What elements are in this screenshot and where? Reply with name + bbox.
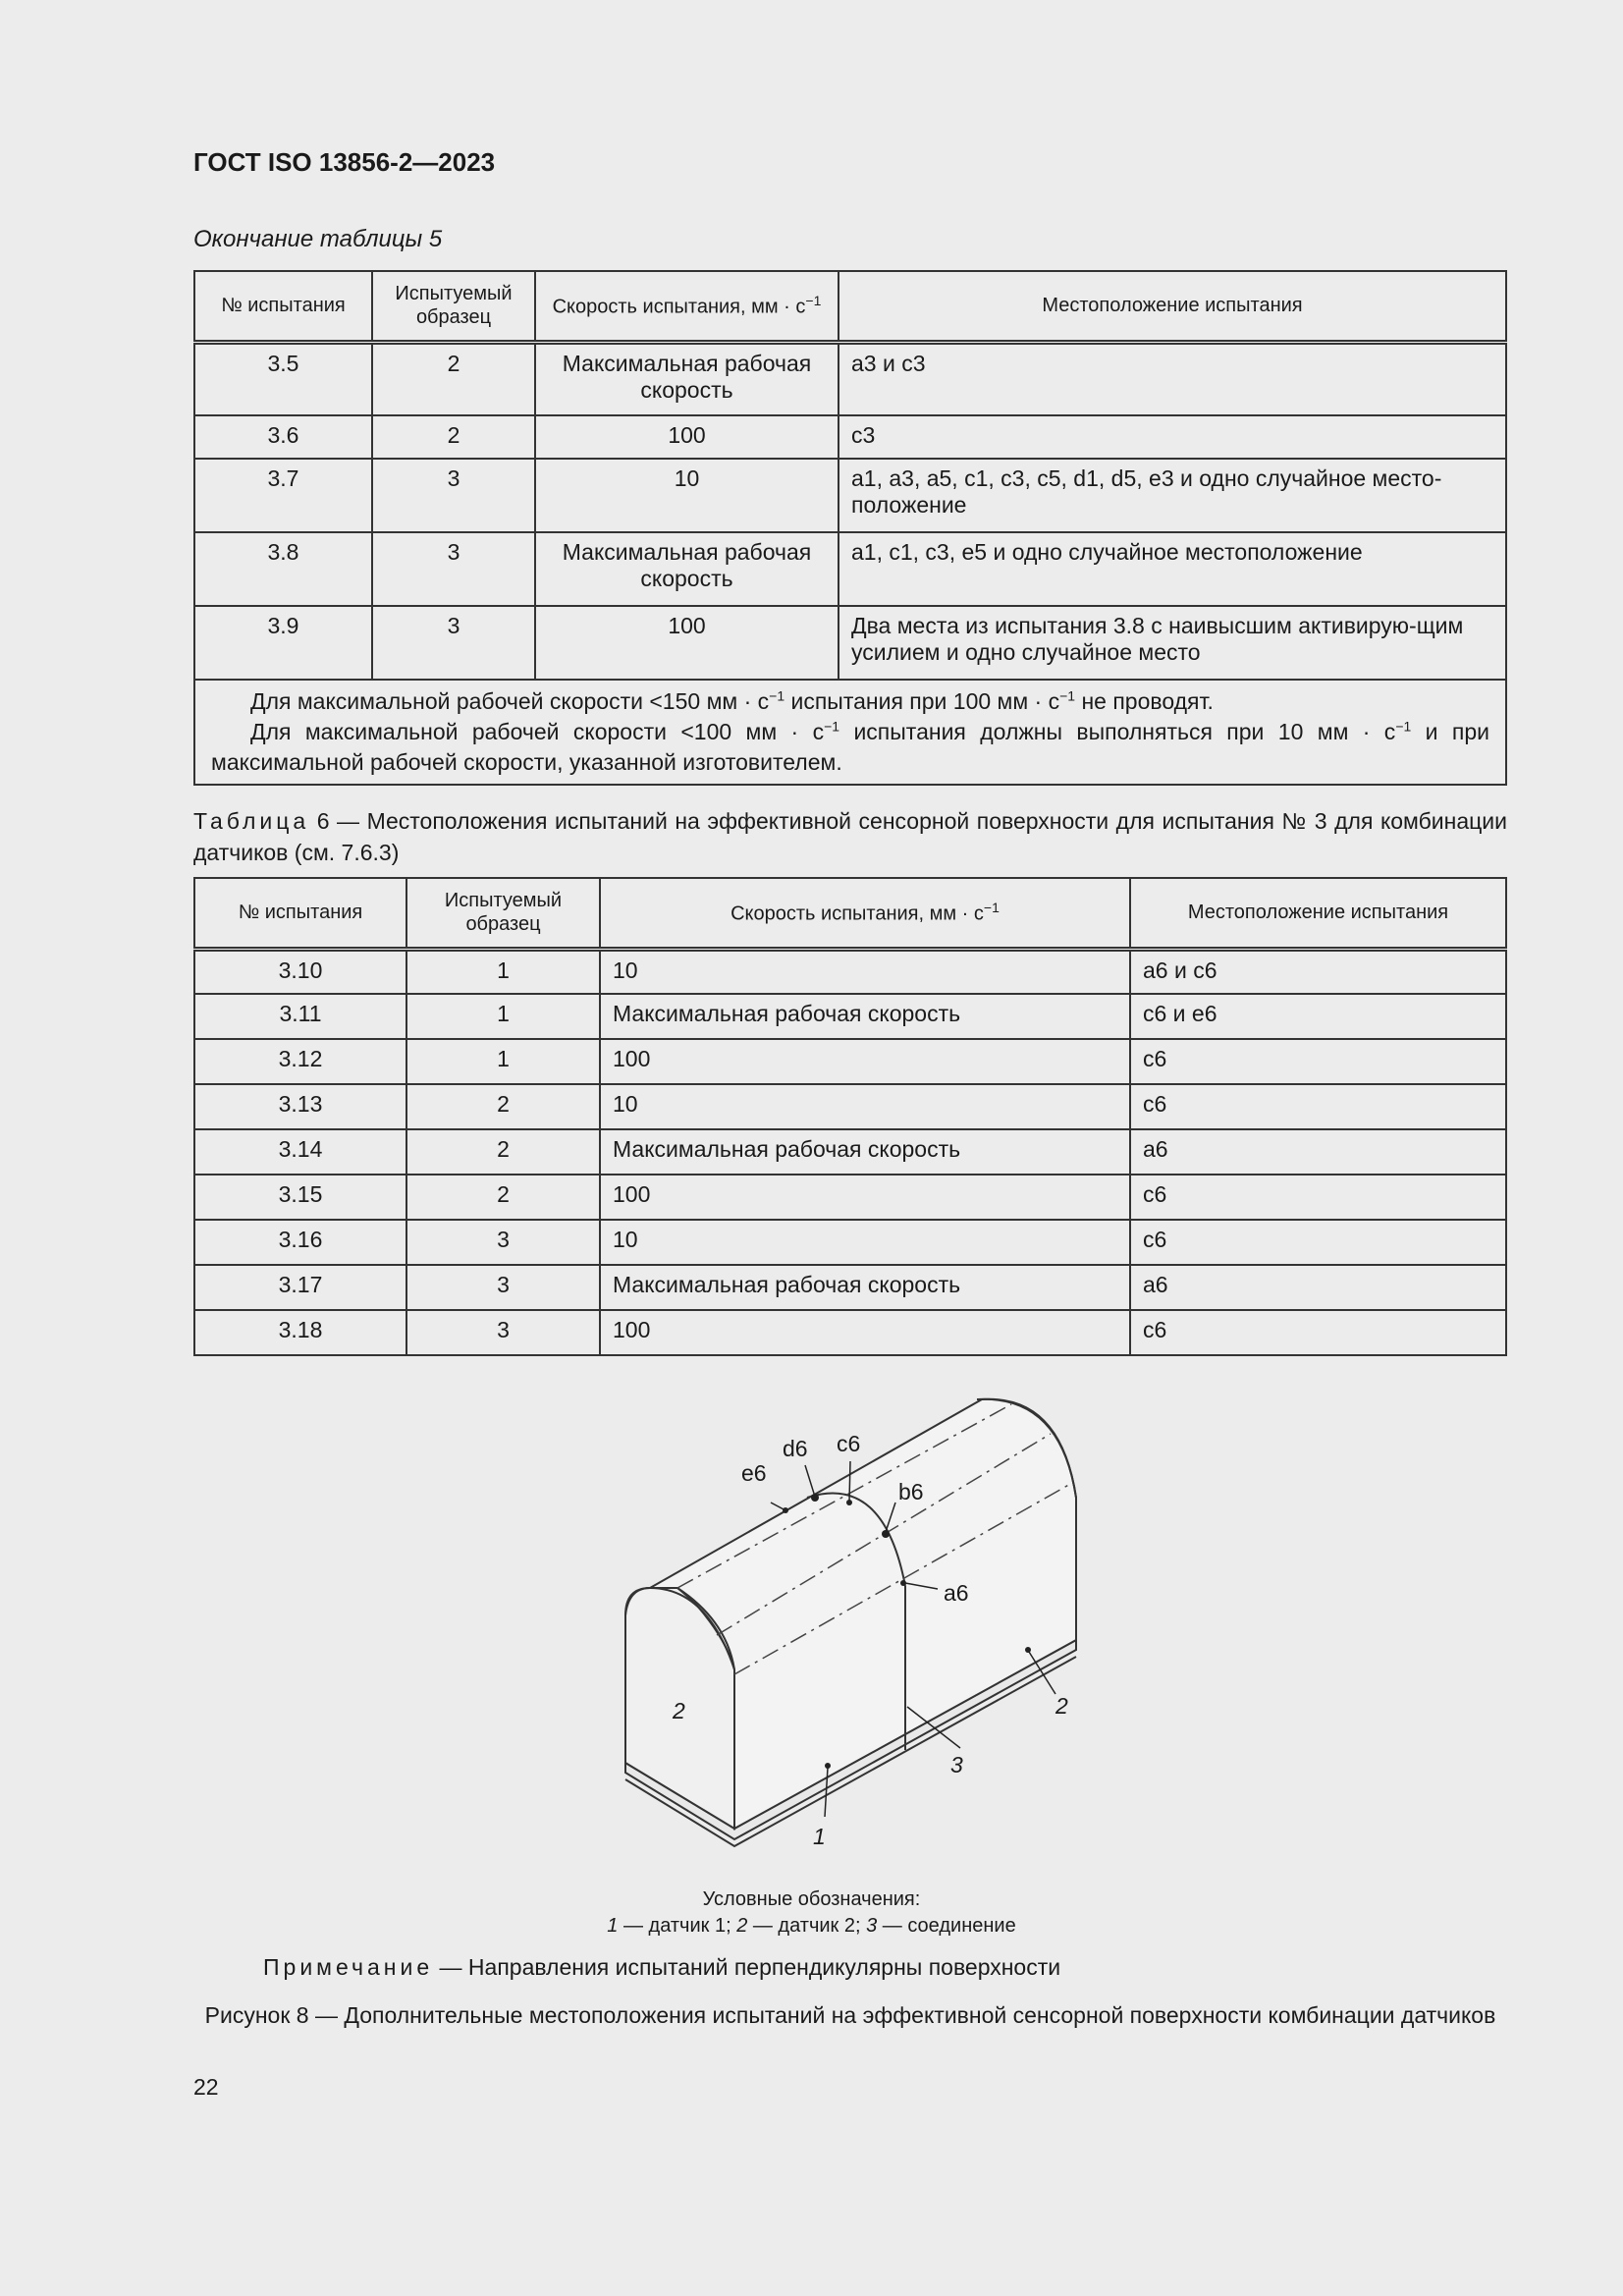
cell: 1 bbox=[406, 994, 600, 1039]
cell: 3.9 bbox=[194, 606, 372, 680]
cell: c6 bbox=[1130, 1220, 1506, 1265]
table-row bbox=[194, 415, 1506, 459]
t6-col-speed: Скорость испытания, мм · $с^{-1}$ bbox=[600, 878, 1130, 949]
page-number: 22 bbox=[193, 2074, 219, 2100]
figure-caption: Рисунок 8 — Дополнительные местоположения испытаний на эффективной сенсорной поверхности комбинации датчиков bbox=[204, 2002, 1496, 2028]
cell: 3 bbox=[372, 532, 535, 606]
cell: 100 bbox=[600, 1310, 1130, 1355]
cell: 10 bbox=[600, 1220, 1130, 1265]
label-c6: c6 bbox=[837, 1431, 861, 1456]
table-row bbox=[194, 1265, 1506, 1310]
cell: 2 bbox=[372, 342, 535, 415]
cell: 3.15 bbox=[194, 1175, 406, 1220]
figure-note: Примечание — Направления испытаний перпендикулярны поверхности bbox=[263, 1954, 1061, 1980]
table5-caption: Окончание таблицы 5 bbox=[193, 226, 443, 252]
t5-col-location: Местоположение испытания bbox=[839, 271, 1506, 342]
cell: a1, a3, a5, c1, c3, c5, d1, d5, e3 и одно случайное место-положение bbox=[839, 459, 1506, 532]
label-1: 1 bbox=[813, 1824, 826, 1849]
table-note-line-2: Для максимальной рабочей скорости <100 мм · $с^{-1}$ испытания должны выполняться при 10 мм · $с^{-1}$ и при максимальной рабочей скорости, указанной изготовителем. bbox=[211, 718, 1489, 776]
table-row bbox=[194, 532, 1506, 606]
cell: a6 и c6 bbox=[1130, 949, 1506, 994]
label-b6: b6 bbox=[898, 1479, 924, 1504]
cell: Максимальная рабочая скорость bbox=[535, 342, 839, 415]
cell: c6 bbox=[1130, 1039, 1506, 1084]
cell: Два места из испытания 3.8 с наивысшим активирую-щим усилием и одно случайное место bbox=[839, 606, 1506, 680]
cell: c6 bbox=[1130, 1310, 1506, 1355]
cell: Максимальная рабочая скорость bbox=[600, 994, 1130, 1039]
t5-col-num: № испытания bbox=[194, 271, 372, 342]
cell: 3 bbox=[406, 1220, 600, 1265]
cell: 3.6 bbox=[194, 415, 372, 459]
table5 bbox=[193, 270, 1507, 786]
table6-title: Таблица 6 — Местоположения испытаний на эффективной сенсорной поверхности для испытания № 3 для комбинации датчиков (см. 7.6.3) bbox=[193, 808, 1507, 866]
cell: 3.8 bbox=[194, 532, 372, 606]
table-row bbox=[194, 994, 1506, 1039]
cell: a1, c1, c3, e5 и одно случайное местоположение bbox=[839, 532, 1506, 606]
table-row bbox=[194, 1175, 1506, 1220]
table-note bbox=[194, 680, 1506, 785]
table-note-line-1: Для максимальной рабочей скорости <150 мм · $с^{-1}$ испытания при 100 мм · $с^{-1}$ не проводят. bbox=[250, 687, 1214, 714]
cell: 100 bbox=[535, 606, 839, 680]
cell: 3 bbox=[372, 459, 535, 532]
t6-col-location: Местоположение испытания bbox=[1130, 878, 1506, 949]
cell: a6 bbox=[1130, 1265, 1506, 1310]
table-row bbox=[194, 949, 1506, 994]
cell: 10 bbox=[600, 1084, 1130, 1129]
label-2-right: 2 bbox=[1055, 1693, 1068, 1719]
cell: 3.12 bbox=[194, 1039, 406, 1084]
cell: a3 и c3 bbox=[839, 342, 1506, 415]
cell: 3 bbox=[372, 606, 535, 680]
cell: 100 bbox=[535, 415, 839, 459]
t6-col-sample: Испытуемый образец bbox=[406, 878, 600, 949]
t6-col-num: № испытания bbox=[194, 878, 406, 949]
document-header: ГОСТ ISO 13856-2—2023 bbox=[193, 147, 496, 177]
cell: Максимальная рабочая скорость bbox=[600, 1265, 1130, 1310]
sensor-diagram bbox=[609, 1380, 1100, 1871]
label-a6: a6 bbox=[944, 1580, 969, 1606]
t5-col-speed: Скорость испытания, мм · $с^{-1}$ bbox=[535, 271, 839, 342]
cell: 3.18 bbox=[194, 1310, 406, 1355]
point-2 bbox=[1025, 1647, 1031, 1653]
cell: 10 bbox=[600, 949, 1130, 994]
cell: 3.16 bbox=[194, 1220, 406, 1265]
legend-items: 1 — датчик 1; 2 — датчик 2; 3 — соединение bbox=[607, 1915, 1016, 1937]
t5-col-sample: Испытуемый образец bbox=[372, 271, 535, 342]
cell: 10 bbox=[535, 459, 839, 532]
cell: a6 bbox=[1130, 1129, 1506, 1175]
legend-title: Условные обозначения: bbox=[702, 1888, 921, 1910]
cell: c6 bbox=[1130, 1175, 1506, 1220]
cell: Максимальная рабочая скорость bbox=[600, 1129, 1130, 1175]
cell: 3.5 bbox=[194, 342, 372, 415]
cell: 2 bbox=[406, 1129, 600, 1175]
cell: 100 bbox=[600, 1175, 1130, 1220]
table-row bbox=[194, 459, 1506, 532]
cell: 2 bbox=[406, 1175, 600, 1220]
label-d6: d6 bbox=[783, 1436, 808, 1461]
table-row bbox=[194, 1220, 1506, 1265]
table-row bbox=[194, 1129, 1506, 1175]
cell: 3 bbox=[406, 1265, 600, 1310]
cell: 3.10 bbox=[194, 949, 406, 994]
cell: c3 bbox=[839, 415, 1506, 459]
cell: 1 bbox=[406, 949, 600, 994]
cell: 3.7 bbox=[194, 459, 372, 532]
cell: 2 bbox=[406, 1084, 600, 1129]
label-3: 3 bbox=[950, 1752, 963, 1777]
cell: 3.11 bbox=[194, 994, 406, 1039]
table-row bbox=[194, 606, 1506, 680]
table6 bbox=[193, 877, 1507, 1356]
cell: 2 bbox=[372, 415, 535, 459]
cell: 3 bbox=[406, 1310, 600, 1355]
label-2-left: 2 bbox=[673, 1698, 685, 1723]
cell: 3.17 bbox=[194, 1265, 406, 1310]
label-e6: e6 bbox=[741, 1460, 767, 1486]
table-row bbox=[194, 1084, 1506, 1129]
cell: 100 bbox=[600, 1039, 1130, 1084]
table-row bbox=[194, 1039, 1506, 1084]
table-row bbox=[194, 342, 1506, 415]
cell: Максимальная рабочая скорость bbox=[535, 532, 839, 606]
cell: 3.13 bbox=[194, 1084, 406, 1129]
cell: 3.14 bbox=[194, 1129, 406, 1175]
cell: 1 bbox=[406, 1039, 600, 1084]
table-note-row bbox=[194, 680, 1506, 785]
cell: c6 и e6 bbox=[1130, 994, 1506, 1039]
cell: c6 bbox=[1130, 1084, 1506, 1129]
table-row bbox=[194, 1310, 1506, 1355]
